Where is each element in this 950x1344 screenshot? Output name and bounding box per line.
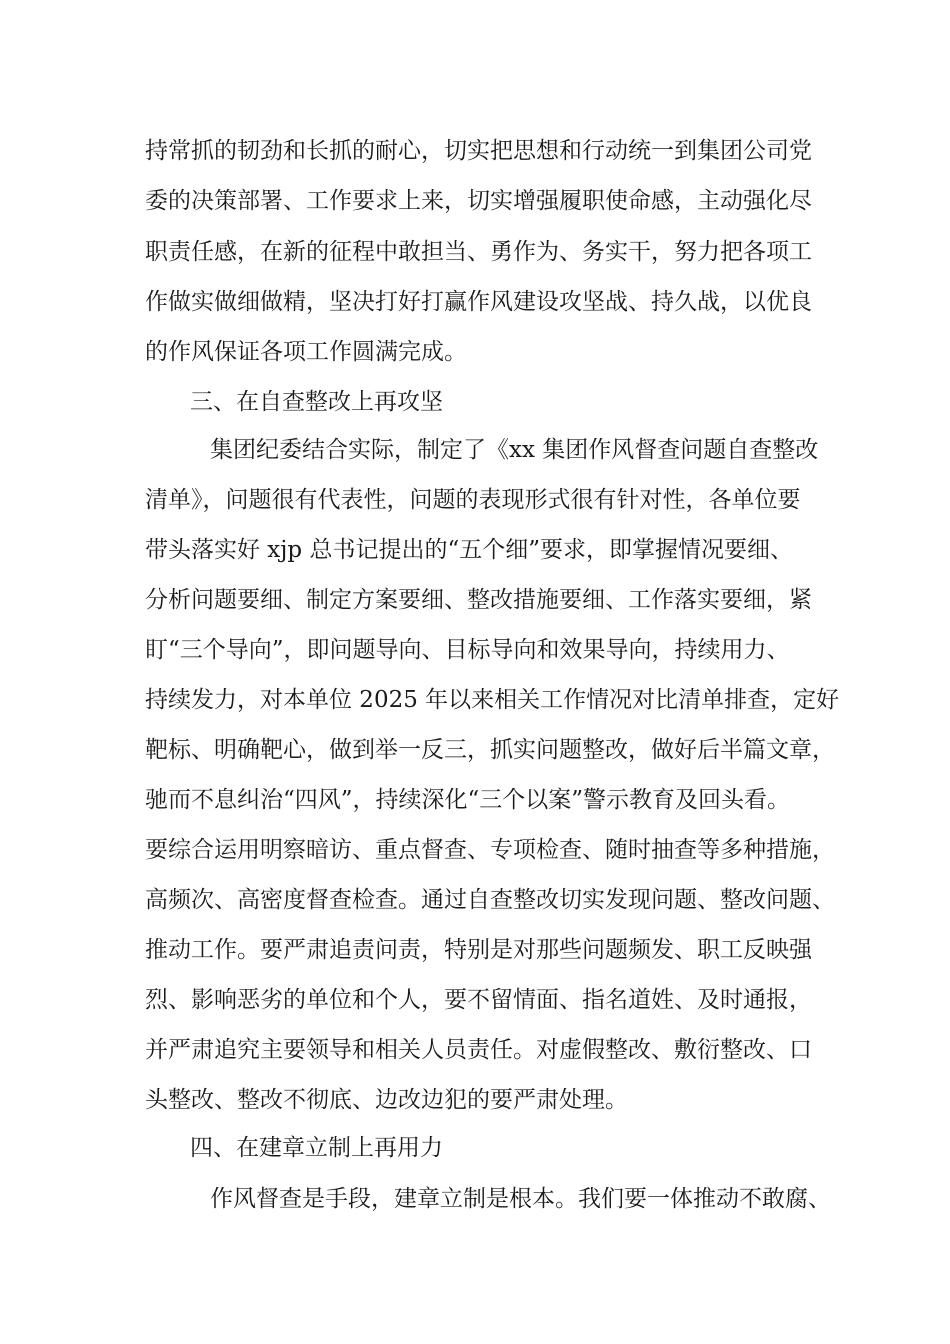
paragraph-line: 高频次、高密度督查检查。通过自查整改切实发现问题、整改问题、 [145, 887, 835, 913]
paragraph-line: 盯“三个导向”，即问题导向、目标导向和效果导向，持续用力、 [145, 637, 790, 663]
paragraph-line: 烈、影响恶劣的单位和个人，要不留情面、指名道姓、及时通报， [145, 987, 812, 1013]
paragraph-line: 靶标、明确靶心，做到举一反三，抓实问题整改，做好后半篇文章， [145, 737, 835, 763]
paragraph-line: 职责任感，在新的征程中敢担当、勇作为、务实干，努力把各项工 [145, 239, 812, 265]
paragraph-line: 委的决策部署、工作要求上来，切实增强履职使命感，主动强化尽 [145, 188, 812, 214]
paragraph-line: 推动工作。要严肃追责问责，特别是对那些问题频发、职工反映强 [145, 937, 812, 963]
paragraph-line: 要综合运用明察暗访、重点督查、专项检查、随时抽查等多种措施， [145, 837, 835, 863]
paragraph-line: 持续发力，对本单位 2025 年以来相关工作情况对比清单排查，定好 [145, 687, 840, 713]
paragraph-line: 集团纪委结合实际，制定了《xx 集团作风督查问题自查整改 [210, 437, 819, 463]
paragraph-line: 并严肃追究主要领导和相关人员责任。对虚假整改、敷衍整改、口 [145, 1037, 812, 1063]
paragraph-line: 的作风保证各项工作圆满完成。 [145, 339, 467, 365]
paragraph-line: 带头落实好 xjp 总书记提出的“五个细”要求，即掌握情况要细、 [145, 537, 793, 563]
paragraph-line: 作做实做细做精，坚决打好打赢作风建设攻坚战、持久战，以优良 [145, 289, 812, 315]
paragraph-line: 分析问题要细、制定方案要细、整改措施要细、工作落实要细，紧 [145, 587, 812, 613]
section-heading-3: 三、在自查整改上再攻坚 [190, 389, 443, 415]
paragraph-line: 头整改、整改不彻底、边改边犯的要严肃处理。 [145, 1087, 628, 1113]
paragraph-line: 持常抓的韧劲和长抓的耐心，切实把思想和行动统一到集团公司党 [145, 138, 812, 164]
paragraph-line: 清单》，问题很有代表性，问题的表现形式很有针对性，各单位要 [145, 487, 801, 513]
section-heading-4: 四、在建章立制上再用力 [190, 1135, 443, 1161]
paragraph-line: 作风督查是手段，建章立制是根本。我们要一体推动不敢腐、 [210, 1186, 831, 1212]
paragraph-line: 驰而不息纠治“四风”，持续深化“三个以案”警示教育及回头看。 [145, 787, 791, 813]
